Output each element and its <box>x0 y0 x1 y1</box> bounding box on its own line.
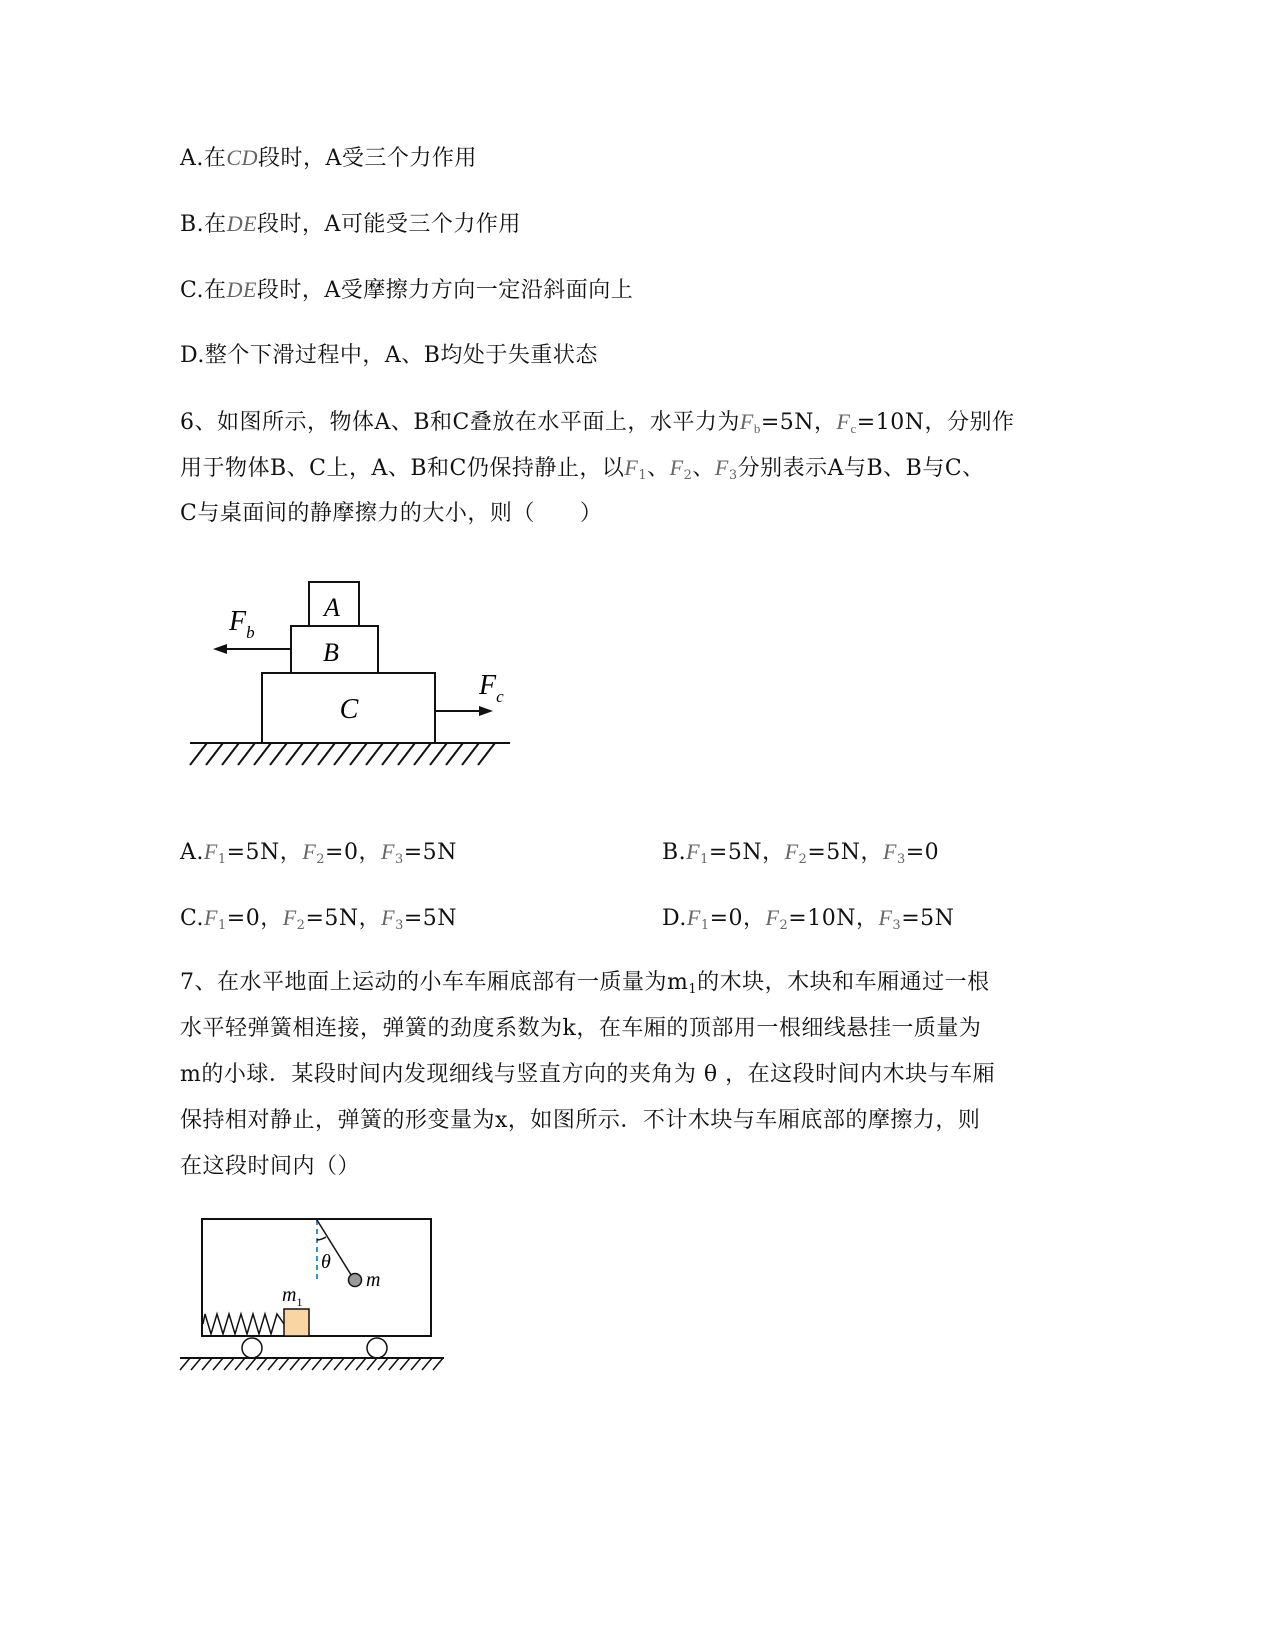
block-mass-label: $m_1$ <box>282 1284 303 1309</box>
q7-figure <box>176 1210 451 1375</box>
ball-mass-label: m <box>366 1269 381 1291</box>
q7-stem-line1: 7、在水平地面上运动的小车车厢底部有一质量为$m_1$的木块，木块和车厢通过一根 <box>180 970 990 997</box>
block-b-label: B <box>323 638 339 667</box>
q6-stem-line3: C与桌面间的静摩擦力的大小，则（ ） <box>180 501 603 526</box>
force-fb-arrow <box>213 644 291 654</box>
block-c-label: C <box>339 694 359 725</box>
theta-label: θ <box>321 1251 331 1273</box>
q5-option-d: D.整个下滑过程中，A、B均处于失重状态 <box>180 343 598 368</box>
q6-stem-line1: 6、如图所示，物体A、B和C叠放在水平面上，水平力为$F_b=5N$，$F_c=10N$，分别作 <box>180 409 1015 436</box>
force-fc-arrow <box>435 706 493 716</box>
q6-option-d: $D.F_1=0$，$F_2=10N$，$F_3=5N$ <box>662 905 955 933</box>
force-fb-label: $F_b$ <box>229 606 255 642</box>
q6-option-a: $A.F_1=5N$，$F_2=0$，$F_3=5N$ <box>180 839 457 867</box>
pendulum-ball <box>349 1274 362 1287</box>
q7-stem-line4: 保持相对静止，弹簧的形变量为x，如图所示．不计木块与车厢底部的摩擦力，则 <box>180 1108 981 1133</box>
ground-hatching-cart <box>180 1358 443 1370</box>
wheel-left <box>242 1338 262 1358</box>
ground-hatching <box>190 743 510 765</box>
q7-stem-line3: m的小球．某段时间内发现细线与竖直方向的夹角为 θ ，在这段时间内木块与车厢 <box>180 1062 996 1087</box>
q5-option-b: B.在DE段时，A可能受三个力作用 <box>180 211 521 237</box>
q6-option-c: $C.F_1=0$，$F_2=5N$，$F_3=5N$ <box>180 905 458 933</box>
force-fc-label: $F_c$ <box>479 670 504 706</box>
block-a-label: A <box>324 593 340 622</box>
stacked-blocks-diagram <box>185 575 525 775</box>
q6-option-b: $B.F_1=5N$，$F_2=5N$，$F_3=0$ <box>662 839 940 867</box>
q7-stem-line5: 在这段时间内（） <box>180 1154 361 1179</box>
wooden-block <box>284 1309 309 1336</box>
q6-figure <box>185 575 525 775</box>
cart-spring-pendulum-diagram <box>176 1210 451 1375</box>
q7-stem-line2: 水平轻弹簧相连接，弹簧的劲度系数为k，在车厢的顶部用一根细线悬挂一质量为 <box>180 1016 982 1041</box>
q5-option-c: C.在DE段时，A受摩擦力方向一定沿斜面向上 <box>180 277 634 303</box>
q6-stem-line2: 用于物体B、C上，A、B和C仍保持静止，以$F_1$、$F_2$、$F_3$分别表示A与B、B与C、 <box>180 455 985 483</box>
wheel-right <box>367 1338 387 1358</box>
q5-option-a: A.在CD段时，A受三个力作用 <box>180 145 477 171</box>
